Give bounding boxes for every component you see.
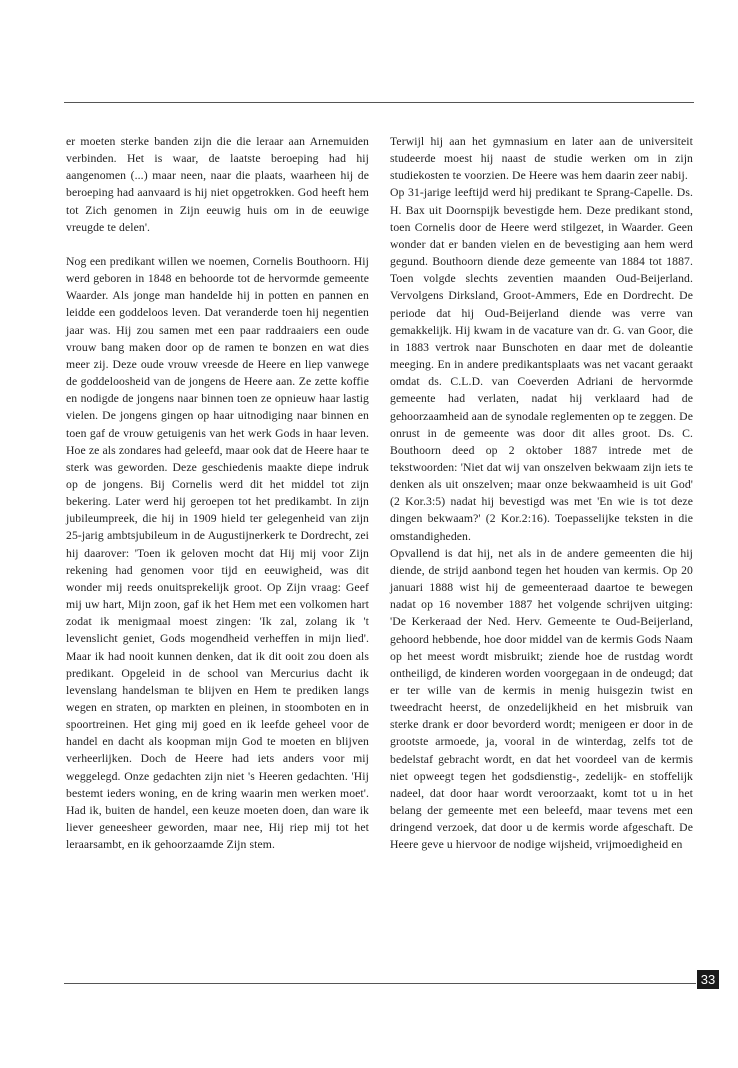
left-column <box>66 133 369 853</box>
paragraph: Opvallend is dat hij, net als in de andere gemeenten die hij diende, de strijd aanbond tegen het houden van kermis. Op 20 januari 1888 wist hij de gemeenteraad daartoe te bewegen nadat op 16 november 1887 het volgende schrijven uitging: 'De Kerkeraad der Ned. Herv. Gemeente te Oud-Beijerland, gehoord hebbende, hoe door middel van de kermis Gods Naam op het meest wordt misbruikt; ziende hoe de rustdag wordt ontheiligd, de kinderen worden voorgegaan in de ondeugd; dat er ter wille van de kermis in menig huisgezin twist en tweedracht heerst, de onzedelijkheid en het misbruik van sterke drank er door bevorderd wordt; menigeen er door in de grootste armoede, ja, vooral in de winterdag, zelfs tot de bedelstaf gebracht wordt, en dat het voordeel van de kermis niet opweegt tegen het godsdienstig-, zedelijk- en stoffelijk nadeel, dat door haar wordt veroorzaakt, komt tot u in het belang der gemeente met een beleefd, maar tevens met een dringend verzoek, dat door u de kermis worde afgeschaft. De Heere geve u hiervoor de nodige wijsheid, vrijmoedigheid en <box>390 546 693 852</box>
top-divider <box>64 102 694 103</box>
paragraph: Nog een predikant willen we noemen, Cornelis Bouthoorn. Hij werd geboren in 1848 en behoorde tot de hervormde gemeente Waarder. Als jonge man handelde hij in potten en pannen en leidde een goddeloos leven. Dat veranderde toen hij negentien jaar was. Hij zou samen met een paar raddraaiers een oude vrouw bang maken door op de ramen te bonzen en wat dies meer zij. Deze oude vrouw vreesde de Heere en liep vanwege de goddeloosheid van de jongens de Heere aan. Ze zette koffie en nodigde de jongens naar binnen toen ze opnieuw haar lastig vielen. De jongens gingen op haar uitnodiging naar binnen en toen gaf de vrouw getuigenis van het werk Gods in haar leven. Hoe ze als zondares had geleefd, maar ook dat de Heere haar te sterk was geworden. Deze geschiedenis maakte diepe indruk op de jongens. Bij Cornelis werd dit het middel tot zijn bekering. Later werd hij geroepen tot het predikambt. In zijn jubileumpreek, die hij in 1909 hield ter gelegenheid van zijn 25-jarig ambtsjubileum in de Augustijnerkerk te Dordrecht, zei hij daarover: 'Toen ik geloven mocht dat Hij mij voor Zijn rekening had genomen voor tijd en eeuwigheid, was dit wonder mij reeds onuitsprekelijk groot. Op Zijn vraag: Geef mij uw hart, Mijn zoon, gaf ik het Hem met een volkomen hart zodat ik menigmaal moest zingen: 'Ik zal, zolang ik 't levenslicht geniet, Gods mogendheid verheffen in mijn lied'. Maar ik had nooit kunnen denken, dat ik dit ooit zou doen als predikant. Opgeleid in de school van Mercurius dacht ik levenslang handelsman te blijven en Hem te prediken langs wegen en straten, op markten en pleinen, in stoomboten en in spoortreinen. Het ging mij goed en ik leefde geheel voor de handel en dacht als koopman mijn God te moeten en blijven verheerlijken. Doch de Heere had iets anders voor mij weggelegd. Onze gedachten zijn niet 's Heeren gedachten. 'Hij bestemt ieders woning, en de kring waarin men werken moet'. Had ik, buiten de handel, een keuze moeten doen, dan ware ik liever geneesheer geworden, maar nee, Hij riep mij tot het leraarsambt, en ik gehoorzaamde Zijn stem. <box>66 254 369 852</box>
page-number: 33 <box>697 970 719 989</box>
paragraph: Op 31-jarige leeftijd werd hij predikant te Sprang-Capelle. Ds. H. Bax uit Doornspijk bevestigde hem. Deze predikant stond, toen Cornelis door de Heere werd stilgezet, in Waarder. Geen wonder dat er banden vielen en de bevestiging aan hem werd gegund. Bouthoorn diende deze gemeente van 1884 tot 1887. Toen volgde slechts zeventien maanden Oud-Beijerland. Vervolgens Dirksland, Groot-Ammers, Ede en Dordrecht. De periode dat hij Oud-Beijerland diende was verre van gemakkelijk. Hij kwam in de vacature van dr. G. van Goor, die in 1883 vertrok naar Bunschoten en daar met de doleantie meeging. En in andere predikantsplaats was net vacant geraakt omdat ds. C.L.D. van Coeverden Adriani de hervormde gemeente had verlaten, nadat hij verklaard had de gehoorzaamheid aan de synodale reglementen op te zeggen. De onrust in de gemeente was door dit alles groot. Ds. C. Bouthoorn deed op 2 oktober 1887 intrede met de tekstwoorden: 'Niet dat wij van onszelven bekwaam zijn iets te denken als uit onszelven; maar onze bekwaamheid is uit God' (2 Kor.3:5) nadat hij bevestigd was met 'En wie is tot deze dingen bekwaam?' (2 Kor.2:16). Toepasselijke teksten in die omstandigheden. <box>390 186 693 543</box>
paragraph: Terwijl hij aan het gymnasium en later aan de universiteit studeerde moest hij naast de studie werken om in zijn studiekosten te voorzien. De Heere was hem daarin zeer nabij. <box>390 135 693 183</box>
paragraph: er moeten sterke banden zijn die die leraar aan Arnemuiden verbinden. Het is waar, de laatste beroeping had hij aangenomen (...) maar neen, naar die plaats, waarheen hij de beroeping had aanvaard is hij niet opgetrokken. God heeft hem tot Zich genomen in Zijn eeuwig huis om in de eeuwige vreugde te delen'. <box>66 135 369 234</box>
bottom-divider <box>64 983 696 984</box>
right-column <box>390 133 693 854</box>
